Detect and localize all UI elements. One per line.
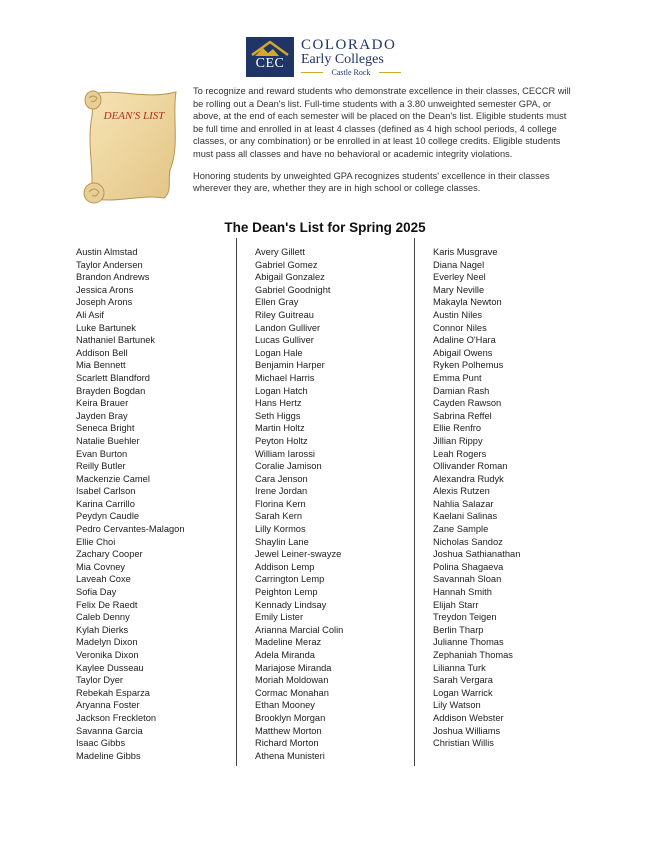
student-name: Nathaniel Bartunek xyxy=(76,335,156,346)
student-name: Aryanna Foster xyxy=(76,700,140,711)
student-name: Jayden Bray xyxy=(76,410,128,421)
student-name: Felix De Raedt xyxy=(76,599,138,610)
school-logo xyxy=(246,37,406,79)
student-name: Brooklyn Morgan xyxy=(255,712,326,723)
student-name: Seth Higgs xyxy=(255,410,301,421)
student-name: Sabrina Reffel xyxy=(433,410,492,421)
student-name: Cara Jenson xyxy=(255,473,308,484)
student-name: Addison Lemp xyxy=(255,561,315,572)
student-name: Mary Neville xyxy=(433,284,485,295)
student-name: Benjamin Harper xyxy=(255,360,325,371)
student-name: Everley Neel xyxy=(433,272,486,283)
logo-rule-right xyxy=(379,72,401,73)
logo-line3: Castle Rock xyxy=(331,68,371,77)
intro-paragraph-1: To recognize and reward students who demonstrate excellence in their classes, CECCR will be rolling out a Dean's list. Full-time students with a 3.80 unweighted semester GPA, or above, at the end of each semester will be placed on the Dean's list. Eligible students must be full time and enrolled in at least 4 classes (defined as 4 high school periods, 4 college classes, or any combination) or be enrolled in at least 10 college credits. Eligible students must pass all classes and have no behavioral or academic integrity violations. xyxy=(193,86,571,159)
student-name: Jillian Rippy xyxy=(433,435,483,446)
student-name: Karis Musgrave xyxy=(433,247,498,257)
student-name: Lucas Gulliver xyxy=(255,335,314,346)
student-name: Ellie Renfro xyxy=(433,423,482,434)
student-name: Riley Guitreau xyxy=(255,309,314,320)
student-name: Isabel Carlson xyxy=(76,486,136,497)
student-name: William Iarossi xyxy=(255,448,315,459)
student-name: Diana Nagel xyxy=(433,259,485,270)
scroll-label: DEAN'S LIST xyxy=(103,110,165,122)
student-name: Christian Willis xyxy=(433,738,494,749)
student-name: Mackenzie Camel xyxy=(76,473,150,484)
student-name: Keira Brauer xyxy=(76,398,129,409)
student-name: Landon Gulliver xyxy=(255,322,321,333)
student-name: Peyton Holtz xyxy=(255,435,308,446)
logo-emblem xyxy=(246,37,294,77)
student-name: Joseph Arons xyxy=(76,297,133,308)
logo-line1: COLORADO xyxy=(301,37,397,53)
student-name: Lily Watson xyxy=(433,700,481,711)
student-name: Logan Warrick xyxy=(433,687,493,698)
student-name: Mia Bennett xyxy=(76,360,126,371)
student-name: Austin Almstad xyxy=(76,247,138,257)
student-name: Ellie Choi xyxy=(76,536,116,547)
student-name: Lilianna Turk xyxy=(433,662,486,673)
student-name: Elijah Starr xyxy=(433,599,479,610)
student-name: Sarah Vergara xyxy=(433,675,493,686)
student-name: Avery Gillett xyxy=(255,247,305,257)
student-name: Florina Kern xyxy=(255,498,306,509)
student-name: Logan Hatch xyxy=(255,385,308,396)
student-name: Taylor Dyer xyxy=(76,675,124,686)
student-name: Adaline O'Hara xyxy=(433,335,496,346)
student-name: Irene Jordan xyxy=(255,486,308,497)
student-name: Abigail Gonzalez xyxy=(255,272,325,283)
student-name: Peighton Lemp xyxy=(255,587,318,598)
column-divider-1 xyxy=(236,238,237,766)
student-name: Karina Carrillo xyxy=(76,498,135,509)
student-name: Julianne Thomas xyxy=(433,637,504,648)
student-name: Kylah Dierks xyxy=(76,624,129,635)
student-name: Zachary Cooper xyxy=(76,549,143,560)
student-name: Moriah Moldowan xyxy=(255,675,329,686)
student-name: Addison Bell xyxy=(76,347,128,358)
student-name: Michael Harris xyxy=(255,372,315,383)
student-name: Addison Webster xyxy=(433,712,504,723)
student-name: Brayden Bogdan xyxy=(76,385,146,396)
student-name: Pedro Cervantes-Malagon xyxy=(76,524,185,535)
student-name: Kennady Lindsay xyxy=(255,599,327,610)
student-name: Luke Bartunek xyxy=(76,322,136,333)
student-name: Mariajose Miranda xyxy=(255,662,332,673)
student-name: Arianna Marcial Colin xyxy=(255,624,344,635)
student-name: Zephaniah Thomas xyxy=(433,650,513,660)
student-name: Ollivander Roman xyxy=(433,461,508,472)
student-name: Caleb Denny xyxy=(76,612,130,623)
student-name: Savanna Garcia xyxy=(76,725,143,736)
student-name: Logan Hale xyxy=(255,347,303,358)
student-name: Alexandra Rudyk xyxy=(433,473,504,484)
student-name: Abigail Owens xyxy=(433,347,493,358)
student-name: Rebekah Esparza xyxy=(76,687,150,698)
student-name: Austin Niles xyxy=(433,309,483,320)
student-name: Hannah Smith xyxy=(433,587,492,598)
name-column-3 xyxy=(433,246,520,750)
student-name: Jewel Leiner-swayze xyxy=(255,549,342,560)
student-name: Emma Punt xyxy=(433,372,482,383)
student-name: Gabriel Gomez xyxy=(255,259,318,270)
student-name: Richard Morton xyxy=(255,738,319,749)
student-name: Isaac Gibbs xyxy=(76,738,126,749)
student-name: Sarah Kern xyxy=(255,511,303,522)
student-name: Veronika Dixon xyxy=(76,650,139,660)
student-name: Evan Burton xyxy=(76,448,128,459)
student-name: Kaylee Dusseau xyxy=(76,662,144,673)
student-name: Ali Asif xyxy=(76,309,104,320)
student-name: Joshua Sathianathan xyxy=(433,549,521,560)
student-name: Gabriel Goodnight xyxy=(255,284,331,295)
student-name: Lilly Kormos xyxy=(255,524,306,535)
student-name: Reilly Butler xyxy=(76,461,126,472)
student-name: Cayden Rawson xyxy=(433,398,502,409)
student-name: Polina Shagaeva xyxy=(433,561,504,572)
student-name: Madelyn Dixon xyxy=(76,637,138,648)
student-name: Leah Rogers xyxy=(433,448,487,459)
student-name: Makayla Newton xyxy=(433,297,502,308)
student-name: Carrington Lemp xyxy=(255,574,325,585)
student-name: Laveah Coxe xyxy=(76,574,131,585)
student-name: Zane Sample xyxy=(433,524,489,535)
student-name: Natalie Buehler xyxy=(76,435,140,446)
student-name: Martin Holtz xyxy=(255,423,305,434)
student-name: Taylor Andersen xyxy=(76,259,143,270)
logo-line2: Early Colleges xyxy=(301,52,384,67)
student-name: Shaylin Lane xyxy=(255,536,309,547)
student-name: Joshua Williams xyxy=(433,725,501,736)
student-name: Connor Niles xyxy=(433,322,487,333)
student-name: Cormac Monahan xyxy=(255,687,329,698)
student-name: Brandon Andrews xyxy=(76,272,150,283)
student-name: Berlin Tharp xyxy=(433,624,484,635)
student-name: Nahlia Salazar xyxy=(433,498,494,509)
student-name: Treydon Teigen xyxy=(433,612,497,623)
deans-list-scroll-icon xyxy=(76,86,186,210)
student-name: Alexis Rutzen xyxy=(433,486,490,497)
student-name: Ellen Gray xyxy=(255,297,299,308)
student-name: Sofia Day xyxy=(76,587,117,598)
name-column-2 xyxy=(255,246,343,762)
logo-abbrev: CEC xyxy=(255,56,285,71)
student-name: Ryken Polhemus xyxy=(433,360,504,371)
student-name: Savannah Sloan xyxy=(433,574,502,585)
student-name: Emily Lister xyxy=(255,612,304,623)
student-name: Ethan Mooney xyxy=(255,700,315,711)
name-column-1 xyxy=(76,246,185,762)
student-name: Athena Munisteri xyxy=(255,750,325,761)
column-divider-2 xyxy=(414,238,415,766)
student-name: Madeline Meraz xyxy=(255,637,322,648)
student-name: Madeline Gibbs xyxy=(76,750,141,761)
intro-paragraph-2: Honoring students by unweighted GPA recognizes students' excellence in their classes wherever they are, whether they are in high school or college classes. xyxy=(193,170,550,194)
page-title: The Dean's List for Spring 2025 xyxy=(224,220,426,235)
intro-text xyxy=(193,85,575,204)
student-name: Damian Rash xyxy=(433,385,490,396)
student-name: Jessica Arons xyxy=(76,284,134,295)
student-name: Kaelani Salinas xyxy=(433,511,498,522)
student-name: Adela Miranda xyxy=(255,650,315,660)
student-name: Nicholas Sandoz xyxy=(433,536,503,547)
student-name: Jackson Freckleton xyxy=(76,712,157,723)
student-name: Coralie Jamison xyxy=(255,461,322,472)
student-name: Seneca Bright xyxy=(76,423,135,434)
student-name: Scarlett Blandford xyxy=(76,372,150,383)
student-name: Mia Covney xyxy=(76,561,126,572)
student-name: Hans Hertz xyxy=(255,398,302,409)
student-name: Peydyn Caudle xyxy=(76,511,140,522)
student-name: Matthew Morton xyxy=(255,725,322,736)
